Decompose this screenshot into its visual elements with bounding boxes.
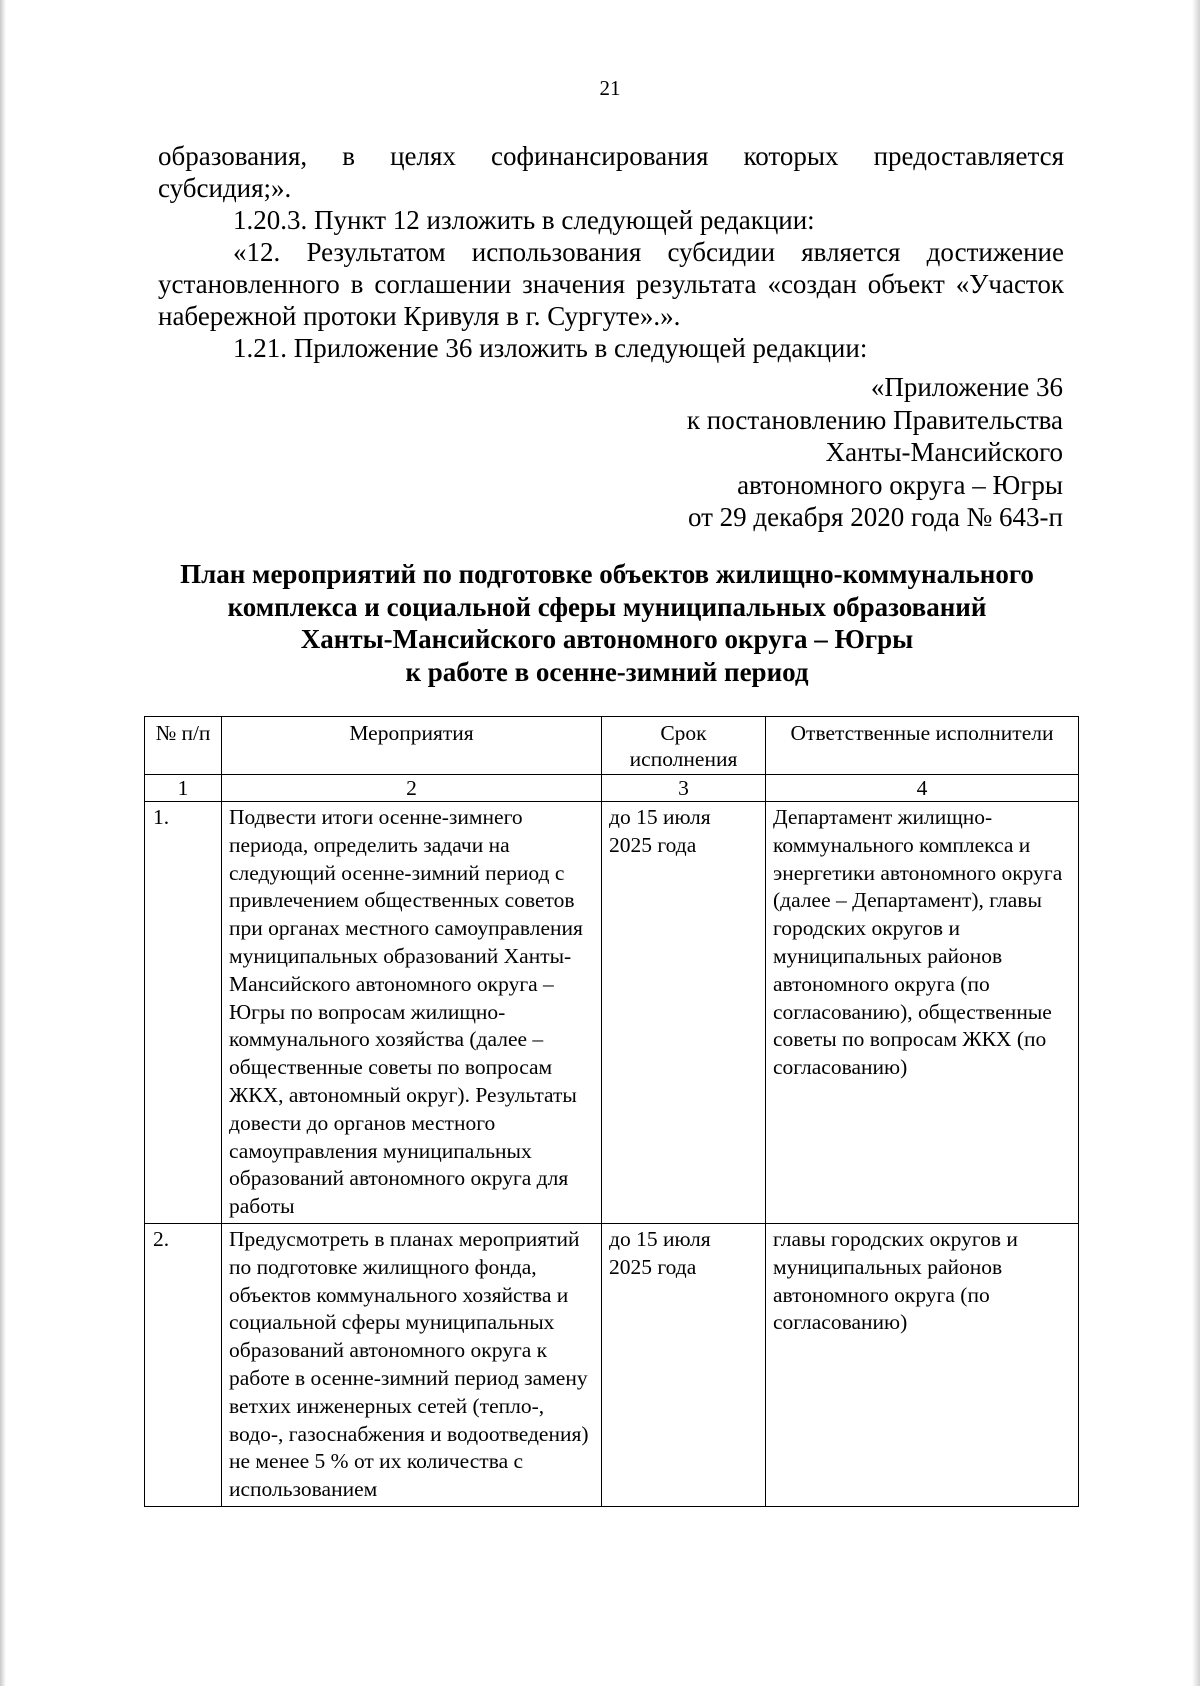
paragraph-3: «12. Результатом использования субсидии является достижение установленного в соглашении значения результата «создан объект «Участок набережной протоки Кривуля в г. Сургуте».». <box>158 237 1064 331</box>
header-activity: Мероприятия <box>222 717 602 775</box>
title-line-2: комплекса и социальной сферы муниципальных образований <box>227 591 987 622</box>
paragraph-2: 1.20.3. Пункт 12 изложить в следующей редакции: <box>233 205 815 235</box>
column-number: 4 <box>766 775 1079 802</box>
title-line-3: Ханты-Мансийского автономного округа – Югры <box>300 624 914 654</box>
title-line-4: к работе в осенне-зимний период <box>405 656 809 687</box>
appendix-line-2: к постановлению Правительства <box>686 404 1063 435</box>
header-responsible: Ответственные исполнители <box>766 717 1079 775</box>
paragraph-1-line-1: образования, в целях софинансирования которых предоставляется <box>158 141 1064 171</box>
row-num: 1. <box>145 802 222 1224</box>
scan-edge-left <box>0 0 6 1686</box>
row-deadline: до 15 июля 2025 года <box>602 802 766 1224</box>
table-header-row <box>145 717 1079 775</box>
scan-edge-right <box>1192 0 1200 1686</box>
header-deadline: Срок исполнения <box>602 717 766 775</box>
row-responsible: главы городских округов и муниципальных районов автономного округа (по согласованию) <box>766 1223 1079 1506</box>
row-activity: Предусмотреть в планах мероприятий по подготовке жилищного фонда, объектов коммунального хозяйства и социальной сферы муниципальных образований автономного округа к работе в осенне-зимний период замену ветхих инженерных сетей (тепло-, водо-, газоснабжения и водоотведения) не менее 5 % от их количества с использованием <box>222 1223 602 1506</box>
paragraph-1-line-2: субсидия;». <box>158 173 292 203</box>
row-num: 2. <box>145 1223 222 1506</box>
appendix-line-3: Ханты-Мансийского <box>825 437 1063 467</box>
table-row <box>145 802 1079 1224</box>
appendix-header <box>560 371 1063 534</box>
row-deadline: до 15 июля 2025 года <box>602 1223 766 1506</box>
title-line-1: План мероприятий по подготовке объектов жилищно-коммунального <box>180 559 1034 589</box>
appendix-line-5: от 29 декабря 2020 года № 643-п <box>687 502 1063 532</box>
table-row <box>145 1223 1079 1506</box>
column-number: 3 <box>602 775 766 802</box>
appendix-line-4: автономного округа – Югры <box>737 469 1063 500</box>
document-title <box>150 558 1064 688</box>
page-number: 21 <box>599 76 621 100</box>
row-activity: Подвести итоги осенне-зимнего периода, определить задачи на следующий осенне-зимний период с привлечением общественных советов при органах местного самоуправления муниципальных образований Ханты-Мансийского автономного округа – Югры по вопросам жилищно-коммунального хозяйства (далее – общественные советы по вопросам ЖКХ, автономный округ). Результаты довести до органов местного самоуправления муниципальных образований автономного округа для работы <box>222 802 602 1224</box>
column-number-row <box>145 775 1079 802</box>
appendix-line-1: «Приложение 36 <box>870 372 1063 402</box>
plan-table <box>144 716 1079 1507</box>
column-number: 1 <box>145 775 222 802</box>
paragraph-4: 1.21. Приложение 36 изложить в следующей редакции: <box>233 333 868 363</box>
column-number: 2 <box>222 775 602 802</box>
header-num: № п/п <box>145 717 222 775</box>
row-responsible: Департамент жилищно-коммунального комплекса и энергетики автономного округа (далее – Департамент), главы городских округов и муниципальных районов автономного округа (по согласованию), общественные советы по вопросам ЖКХ (по согласованию) <box>766 802 1079 1224</box>
